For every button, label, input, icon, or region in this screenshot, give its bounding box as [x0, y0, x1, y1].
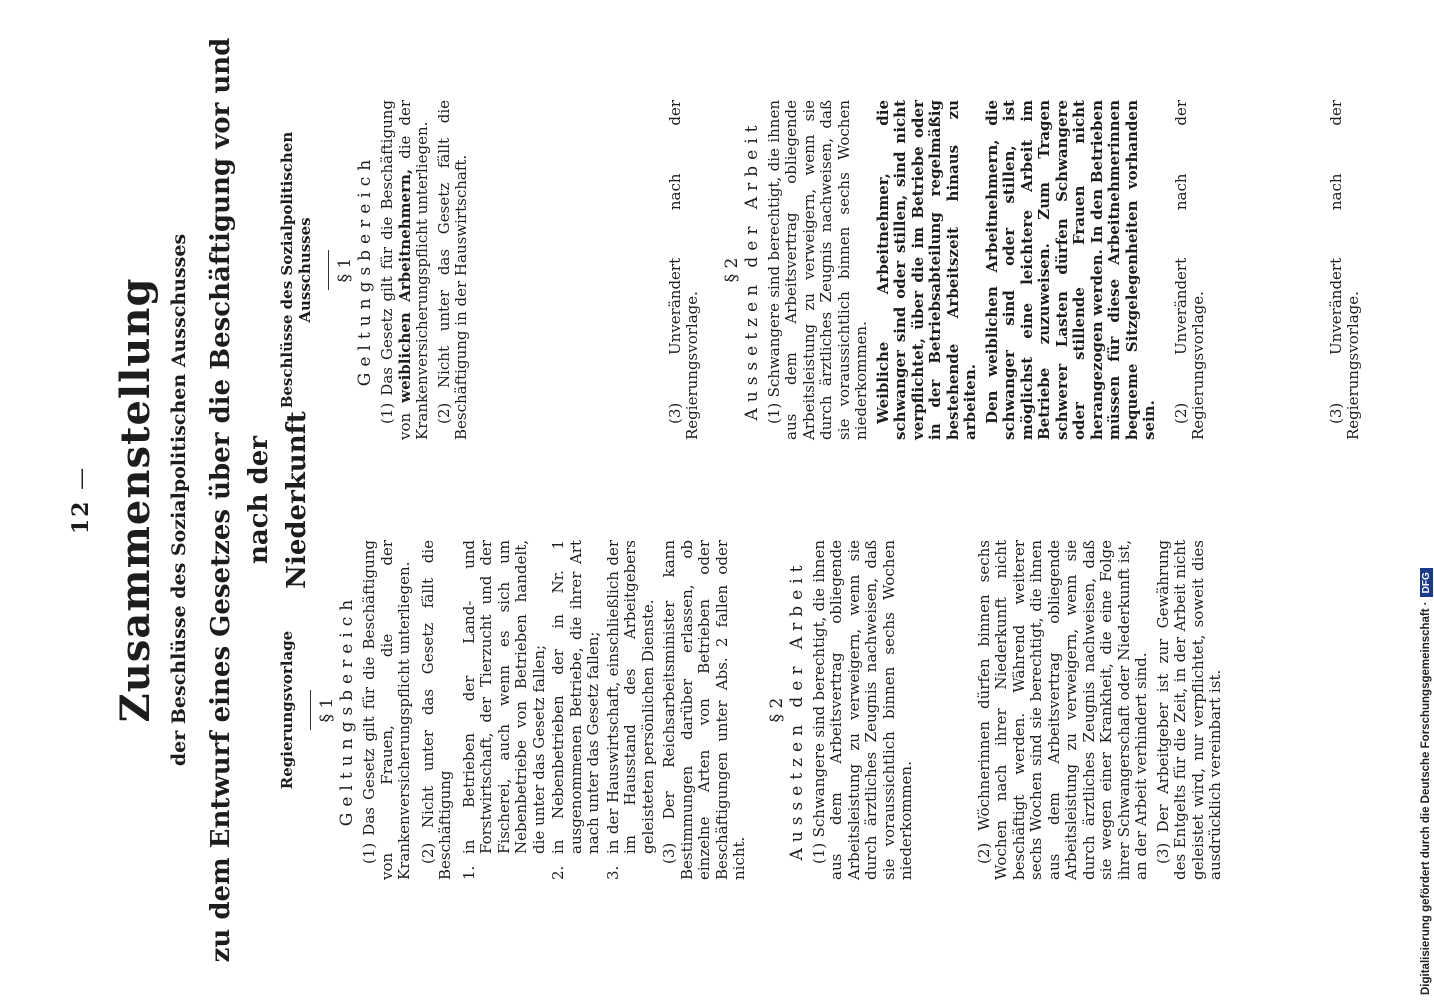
credit-text: Digitalisierung gefördert durch die Deutsche Forschungsgemeinschaft: [1420, 608, 1432, 995]
paragraph-bold: Weibliche Arbeitnehmer, die schwanger sind oder stillen, sind nicht verpflichtet, über die im Betriebe oder in der Betriebsabteilung regelmäßig bestehende Arbeitszeit hinaus zu arbeiten.: [873, 100, 979, 440]
page-title: Zusammenstellung: [112, 277, 159, 723]
list-item: 3. in der Hauswirtschaft, einschließlich der im Hausstand des Arbeitgebers geleisteten persönlichen Dienste.: [603, 540, 657, 880]
column-government-bill: [278, 540, 1225, 880]
divider: [310, 690, 311, 730]
paragraph: (3) Der Arbeitgeber ist zur Gewährung des Entgelts für die Zeit, in der Arbeit nicht geleistet wird, nur verpflichtet, soweit dies ausdrücklich vereinbart ist.: [1153, 540, 1224, 880]
page-subtitle: der Beschlüsse des Sozialpolitischen Ausschusses: [168, 233, 190, 767]
paragraph: (3) Der Reichsarbeitsminister kann Bestimmungen darüber erlassen, ob einzelne Arten von Betrieben oder Beschäftigungen unter Abs. 2 fallen oder nicht.: [660, 540, 748, 880]
paragraph: (1) Schwangere sind berechtigt, die ihnen aus dem Arbeitsvertrag obliegende Arbeitsleistung zu verweigern, wenn sie durch ärztliches Zeugnis nachweisen, daß sie voraussichtlich binnen sechs Wochen niederkommen.: [764, 100, 870, 440]
paragraph: (2) Nicht unter das Gesetz fällt die Beschäftigung in der Hauswirtschaft.: [434, 100, 470, 440]
column-head-government: Regierungsvorlage: [278, 630, 296, 790]
section-number: § 1: [317, 697, 337, 723]
list-item: 2. in Nebenbetrieben der in Nr. 1 ausgenommenen Betriebe, die ihrer Art nach unter das Gesetz fallen;: [549, 540, 602, 880]
paragraph: (2) Wöchnerinnen dürfen binnen sechs Wochen nach ihrer Niederkunft nicht beschäftigt werden. Während weiterer sechs Wochen sind sie berechtigt, die ihnen aus dem Arbeitsvertrag obliegende Arbeitsleistung zu verweigern, wenn sie durch ärztliches Zeugnis nachweisen, daß sie wegen einer Krankheit, die eine Folge ihrer Schwangerschaft oder Niederkunft ist, an der Arbeit verhindert sind.: [974, 540, 1150, 880]
section-number: § 2: [721, 257, 742, 283]
list-item: 1. in Betrieben der Land- und Forstwirtschaft, der Tierzucht und der Fischerei, auch wenn es sich um Nebenbetriebe von Betrieben handelt, die unter das Gesetz fallen;: [459, 540, 548, 880]
headline-line-2: Niederkunft: [282, 411, 312, 589]
headline-line-1: zu dem Entwurf eines Gesetzes über die Beschäftigung vor und nach der: [206, 37, 274, 963]
paragraph: (2) Nicht unter das Gesetz fällt die Beschäftigung: [418, 540, 454, 880]
section-number: § 1: [335, 257, 355, 283]
digitization-credit: Digitalisierung gefördert durch die Deutsche Forschungsgemeinschaft ·DFG: [1416, 395, 1434, 995]
column-head-committee: Beschlüsse des Sozialpolitischen Ausschusses: [278, 131, 314, 409]
column-committee-resolutions: [278, 100, 1363, 440]
section-number: § 2: [766, 697, 787, 723]
paragraph: (1) Das Gesetz gilt für die Beschäftigung von weiblichen Arbeitnehmern, die der Krankenversicherungspflicht unterliegen.: [378, 100, 431, 440]
paragraph: (2) Unverändert nach der Regierungsvorlage.: [1171, 100, 1207, 440]
section-title: Geltungsbereich: [355, 153, 375, 387]
section-title: Aussetzen der Arbeit: [741, 119, 762, 421]
divider: [328, 250, 329, 290]
paragraph: (3) Unverändert nach der Regierungsvorlage.: [1326, 100, 1362, 440]
section-title: Geltungsbereich: [337, 593, 357, 827]
page-number: 12 —: [68, 465, 94, 535]
dfg-logo: DFG: [1420, 568, 1433, 597]
paragraph-bold: Den weiblichen Arbeitnehmern, die schwanger sind oder stillen, ist möglichst eine leichtere Arbeit im Betriebe zuzuweisen. Zum Tragen schwerer Lasten dürfen Schwangere oder stillende Frauen nicht herangezogen werden. In den Betrieben müssen für diese Arbeitnehmerinnen bequeme Sitzgelegenheiten vorhanden sein.: [982, 100, 1158, 440]
paragraph: (3) Unverändert nach der Regierungsvorlage.: [665, 100, 701, 440]
section-title: Aussetzen der Arbeit: [786, 559, 807, 861]
paragraph: (1) Das Gesetz gilt für die Beschäftigung von Frauen, die der Krankenversicherungspflicht unterliegen.: [360, 540, 413, 880]
paragraph: (1) Schwangere sind berechtigt, die ihnen aus dem Arbeitsvertrag obliegende Arbeitsleistung zu verweigern, wenn sie durch ärztliches Zeugnis nachweisen, daß sie voraussichtlich binnen sechs Wochen niederkommen.: [809, 540, 915, 880]
